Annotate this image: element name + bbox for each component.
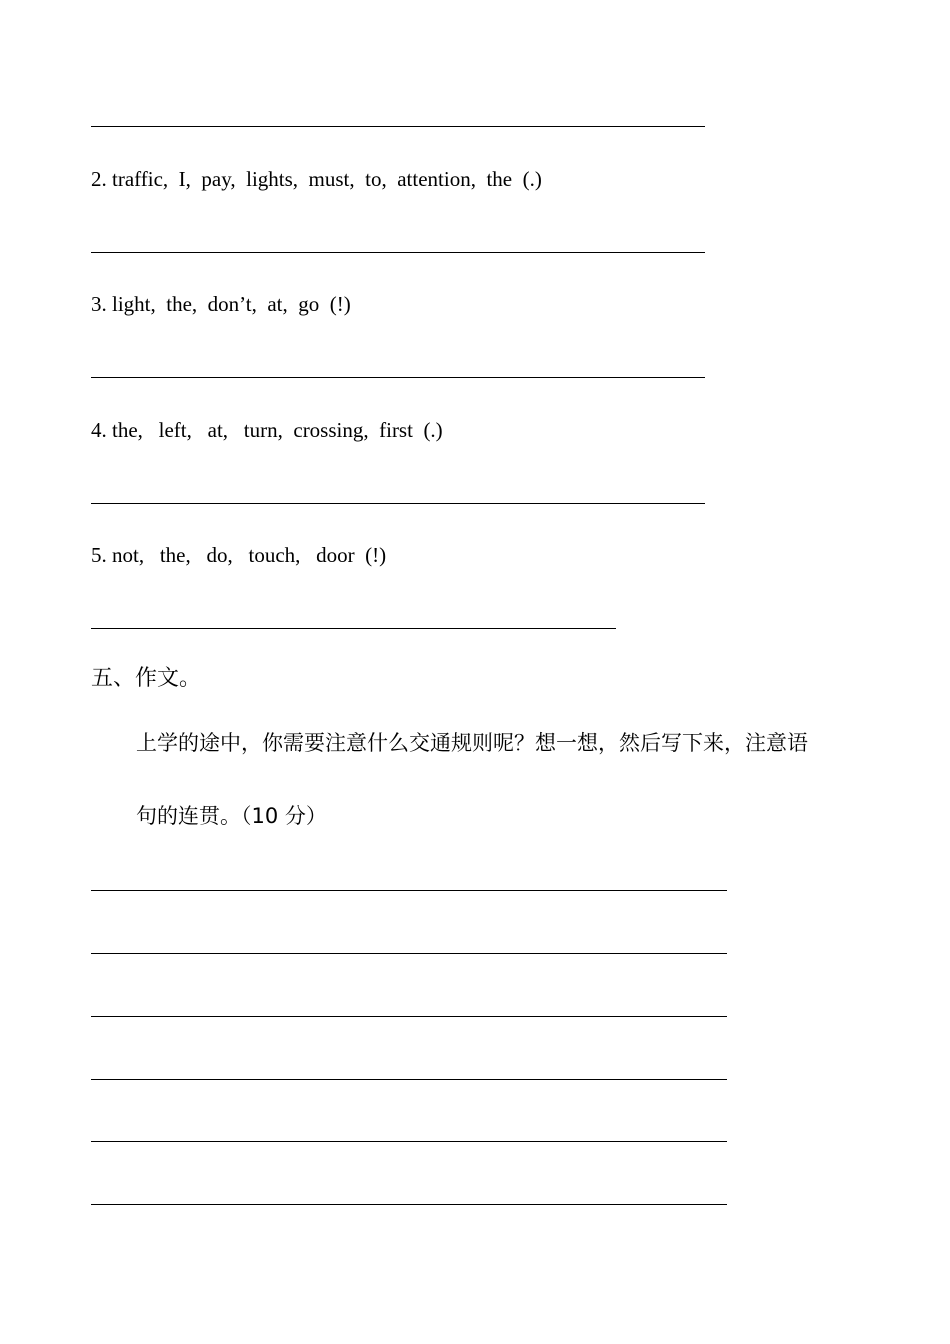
writing-line[interactable]: [91, 1204, 727, 1205]
composition-heading: 五、作文。: [91, 666, 202, 691]
writing-line[interactable]: [91, 890, 727, 891]
answer-line-q3[interactable]: [91, 377, 705, 378]
answer-line-q1[interactable]: [91, 126, 705, 127]
composition-prompt-line-2: 句的连贯。（10 分）: [136, 804, 327, 828]
writing-line[interactable]: [91, 1079, 727, 1080]
writing-line[interactable]: [91, 1016, 727, 1017]
answer-line-q4[interactable]: [91, 503, 705, 504]
answer-line-q2[interactable]: [91, 252, 705, 253]
question-5: 5. not, the, do, touch, door (!): [91, 543, 387, 567]
question-3: 3. light, the, don’t, at, go (!): [91, 292, 351, 316]
answer-line-q5[interactable]: [91, 628, 616, 629]
writing-line[interactable]: [91, 1141, 727, 1142]
question-2: 2. traffic, I, pay, lights, must, to, attention, the (.): [91, 167, 542, 191]
writing-line[interactable]: [91, 953, 727, 954]
composition-prompt-line-1: 上学的途中，你需要注意什么交通规则呢？想一想，然后写下来，注意语: [136, 731, 808, 755]
question-4: 4. the, left, at, turn, crossing, first (.): [91, 418, 443, 442]
